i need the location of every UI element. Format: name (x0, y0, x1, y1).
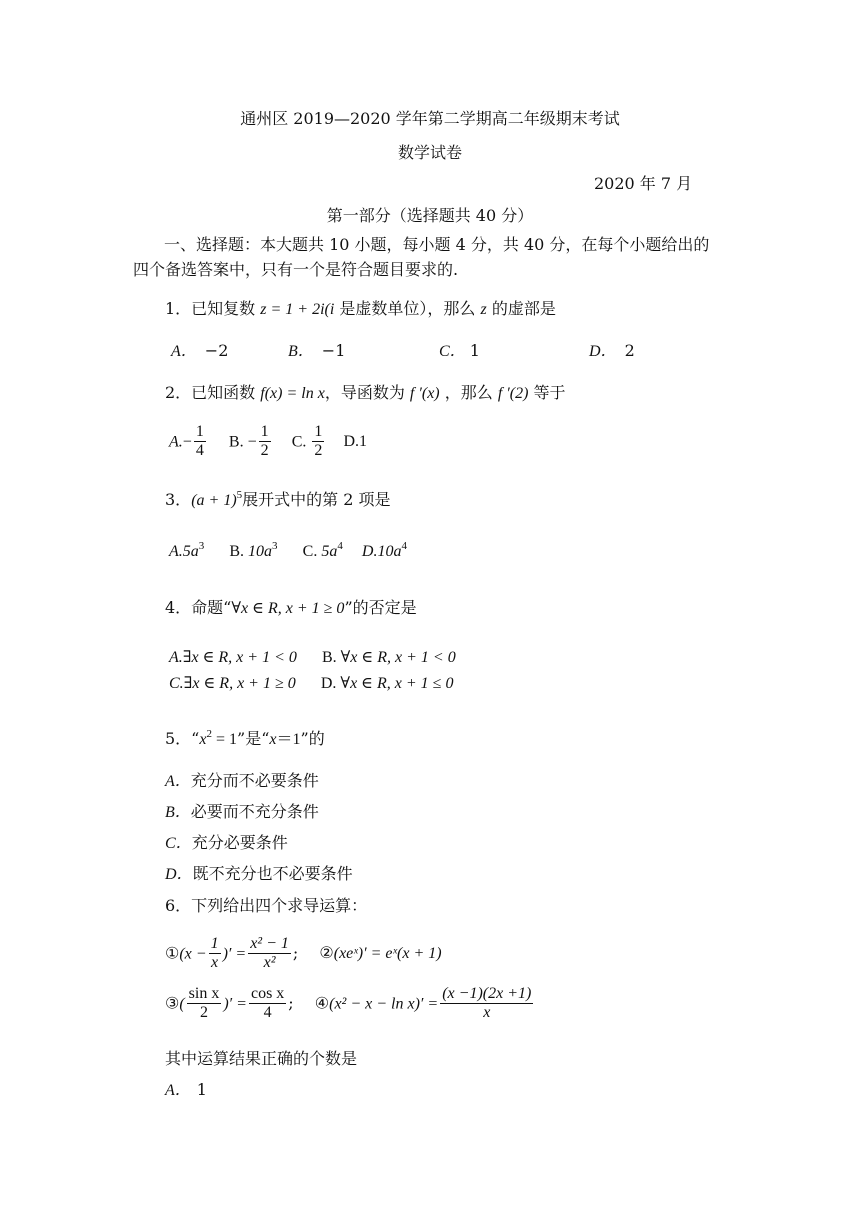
q5-option-b: B．必要而不充分条件 (165, 802, 319, 821)
q5-option-d: D．既不充分也不必要条件 (165, 864, 353, 883)
q3-option-c: C. $5a^4$ (302, 540, 343, 560)
question-2: 2．已知函数 f(x) = ln x，导函数为 f ′(x) ，那么 f ′(2) 等于 (165, 383, 566, 402)
q4-proposition: ∀x ∈ R, x + 1 ≥ 0 (231, 600, 345, 617)
q6-expression-row2 (165, 985, 535, 1023)
q2-options (169, 423, 367, 461)
question-3: 3．$(a + 1)^5$展开式中的第 2 项是 (165, 489, 391, 509)
q6-expression-2: ②(xeˣ)′ = eˣ(x + 1) (319, 943, 442, 963)
q1-expression: z = 1 + 2i( (260, 301, 330, 318)
q4-options-row1 (169, 647, 456, 667)
q4-option-d: D. ∀x ∈ R, x + 1 ≤ 0 (320, 675, 454, 692)
q1-option-a: A． −2 (171, 341, 229, 360)
question-6: 6．下列给出四个求导运算： (165, 896, 368, 915)
part-heading: 第一部分（选择题共 40 分） (326, 206, 534, 225)
q4-options-row2 (169, 673, 453, 693)
q2-function: f(x) = ln x (260, 385, 325, 402)
q4-option-c: C.∃x ∈ R, x + 1 ≥ 0 (169, 675, 296, 692)
q1-option-b: B． −1 (288, 341, 346, 360)
instructions-line1: 一、选择题：本大题共 10 小题，每小题 4 分，共 40 分，在每个小题给出的 (164, 235, 710, 254)
q6-option-a: A． 1 (165, 1080, 207, 1099)
q5-option-c: C．充分必要条件 (165, 833, 288, 852)
exam-subtitle: 数学试卷 (397, 143, 462, 162)
q1-option-d: D． 2 (589, 341, 635, 360)
q2-option-a: A.− $\frac{1}{4}$ (169, 423, 204, 460)
q6-expression-3: ③( $\frac{\text{sin x}}{2}$ )′ = $\frac{\text{cos x}}{4}$ ; (165, 985, 294, 1022)
q6-expression-row1 (165, 935, 442, 973)
q3-option-d: $D.10a^4$ (361, 540, 407, 560)
exam-title: 通州区 2019—2020 学年第二学期高二年级期末考试 (240, 109, 620, 128)
question-5: 5．“$x^2 = 1$”是“x＝1”的 (165, 728, 325, 748)
q3-expression: (a + 1) (191, 492, 237, 509)
q4-option-a: A.∃x ∈ R, x + 1 < 0 (169, 649, 297, 666)
exam-date: 2020 年 7 月 (594, 174, 693, 193)
q3-options (169, 541, 407, 561)
q4-option-b: B. ∀x ∈ R, x + 1 < 0 (321, 649, 456, 666)
q6-expression-1: ①(x − $\frac{1}{x}$ )′ = $\frac{\text{x² − 1}}{\text{x²}}$ ; (165, 935, 299, 972)
q3-option-a: $A.5a^3$ (169, 540, 205, 560)
q1-option-c: C． 1 (439, 341, 480, 360)
question-1: 1．已知复数 z = 1 + 2i(i 是虚数单位），那么 z 的虚部是 (165, 299, 556, 318)
q2-option-b: B. − $\frac{1}{2}$ (228, 423, 269, 460)
q2-option-c: C. $\frac{1}{2}$ (291, 423, 323, 460)
instructions-line2: 四个备选答案中，只有一个是符合题目要求的. (133, 260, 459, 279)
question-4: 4．命题“∀x ∈ R, x + 1 ≥ 0”的否定是 (165, 598, 417, 617)
q5-option-a: A．充分而不必要条件 (165, 771, 319, 790)
q6-followup: 其中运算结果正确的个数是 (165, 1049, 358, 1068)
q2-option-d: D.1 (343, 433, 368, 451)
q6-expression-4: ④(x² − x − ln x)′ = $\frac{(x -1)(2x +1)}{x}$ (314, 985, 532, 1022)
q3-option-b: B. $10a^3$ (229, 540, 278, 560)
